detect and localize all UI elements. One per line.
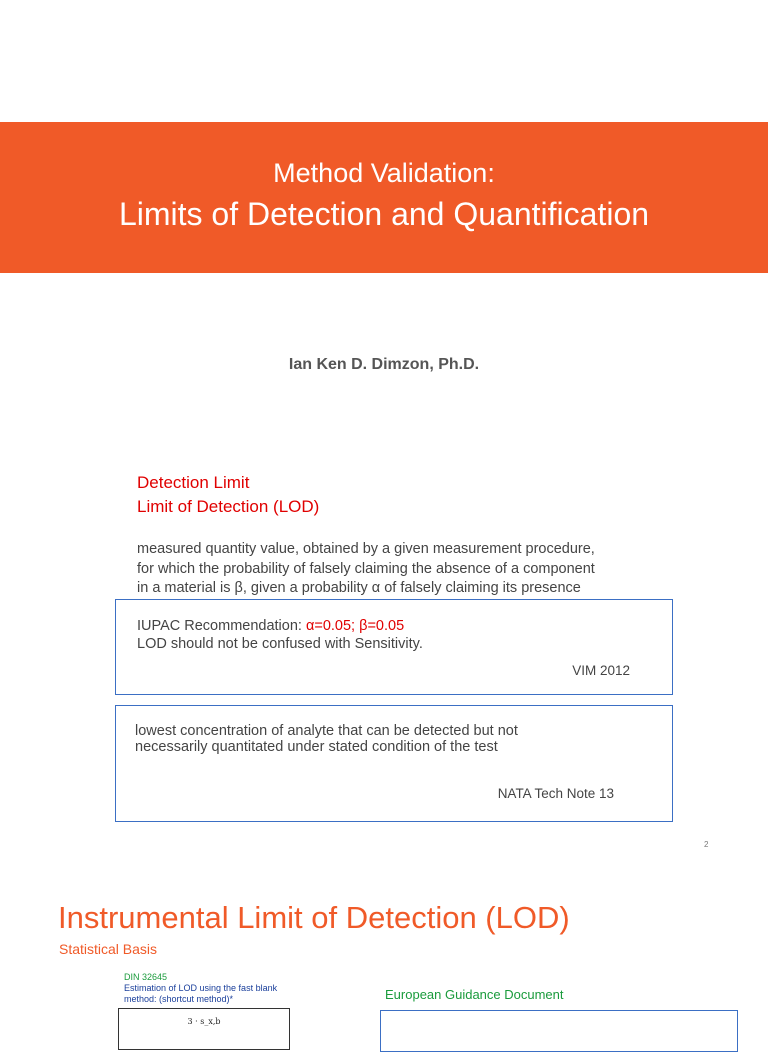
statistical-basis-subtitle: Statistical Basis (59, 941, 158, 957)
iupac-values: α=0.05; β=0.05 (305, 618, 405, 634)
heading-detection-limit: Detection Limit (137, 473, 250, 492)
lod-formula: 3 · s_x,b (187, 1017, 221, 1026)
heading-lod: Limit of Detection (LOD) (137, 497, 320, 516)
definition-line: in a material is β, given a probability α of falsely claiming its presence (137, 580, 581, 596)
source-nata: NATA Tech Note 13 (497, 786, 614, 801)
instrumental-lod-title: Instrumental Limit of Detection (LOD) (58, 900, 570, 935)
din-description-line: Estimation of LOD using the fast blank (124, 983, 278, 993)
definition-text (137, 540, 657, 599)
definition-heading (137, 471, 319, 519)
nata-box (115, 705, 673, 822)
formula-box (118, 1008, 290, 1050)
sensitivity-note: LOD should not be confused with Sensitivity. (137, 636, 423, 652)
iupac-box (115, 599, 673, 695)
page-number: 2 (704, 840, 709, 849)
author-name: Ian Ken D. Dimzon, Ph.D. (288, 356, 480, 373)
din-description (124, 983, 299, 1005)
source-vim: VIM 2012 (572, 663, 630, 678)
nata-definition-line: necessarily quantitated under stated condition of the test (135, 739, 498, 755)
din-label: DIN 32645 (124, 972, 168, 982)
iupac-prefix: IUPAC Recommendation: (137, 618, 306, 634)
iupac-recommendation (137, 617, 404, 635)
din-description-line: method: (shortcut method)* (124, 994, 234, 1004)
european-guidance-box (380, 1010, 738, 1052)
definition-line: measured quantity value, obtained by a given measurement procedure, (137, 541, 595, 557)
european-guidance-label: European Guidance Document (385, 987, 564, 1002)
slide-title: Limits of Detection and Quantification (118, 196, 650, 232)
slide-subtitle: Method Validation: (273, 158, 495, 188)
definition-line: for which the probability of falsely claiming the absence of a component (137, 560, 595, 577)
nata-definition-line: lowest concentration of analyte that can be detected but not (135, 723, 518, 739)
